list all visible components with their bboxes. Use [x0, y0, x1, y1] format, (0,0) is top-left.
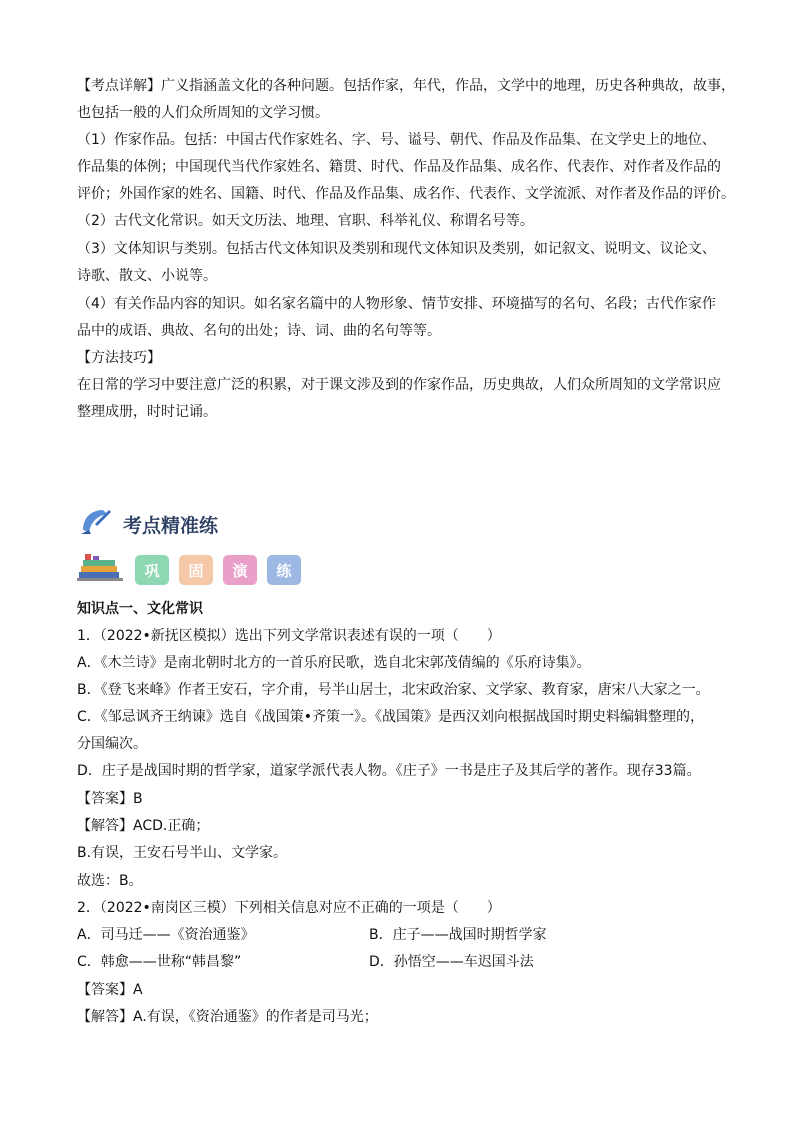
- options-row: [77, 953, 717, 971]
- section-tags: [77, 552, 311, 588]
- knowledge-point-heading: 知识点一、文化常识: [77, 601, 203, 617]
- intro-line: 评价；外国作家的姓名、国籍、时代、作品及作品集、成名作、代表作、文学流派、对作者及作品的评价。: [77, 186, 735, 202]
- books-icon: [77, 552, 127, 588]
- analysis-line: 故选：B。: [77, 873, 143, 889]
- intro-line: （1）作家作品。包括：中国古代作家姓名、字、号、谥号、朝代、作品及作品集、在文学史上的地位、: [77, 132, 716, 148]
- tag-yan: 演: [223, 555, 257, 585]
- option-c-cont: 分国编次。: [77, 736, 147, 752]
- option-c: C．《邹忌讽齐王纳谏》选自《战国策•齐策一》。《战国策》是西汉刘向根据战国时期史料编辑整理的，: [77, 709, 705, 725]
- tag-gong: 巩: [135, 555, 169, 585]
- answer: 【答案】A: [77, 982, 143, 998]
- option-a: A．《木兰诗》是南北朝时北方的一首乐府民歌，选自北宋郭茂倩编的《乐府诗集》。: [77, 655, 591, 671]
- option-d: D．庄子是战国时期的哲学家，道家学派代表人物。《庄子》一书是庄子及其后学的著作。现存33篇。: [77, 763, 701, 779]
- intro-line: 在日常的学习中要注意广泛的积累，对于课文涉及到的作家作品，历史典故，人们众所周知的文学常识应: [77, 377, 721, 393]
- intro-line: 也包括一般的人们众所周知的文学习惯。: [77, 105, 329, 121]
- analysis-line: 【解答】A.有误，《资治通鉴》的作者是司马光；: [77, 1009, 378, 1025]
- intro-line: 整理成册，时时记诵。: [77, 404, 217, 420]
- option-d: D．孙悟空——车迟国斗法: [369, 954, 534, 970]
- analysis-line: B.有误，王安石号半山、文学家。: [77, 845, 288, 861]
- pen-icon: [77, 504, 113, 544]
- section-title: 考点精准练: [123, 514, 219, 537]
- intro-line: 【考点详解】广义指涵盖文化的各种问题。包括作家，年代，作品，文学中的地理，历史各种典故，故事，: [77, 78, 735, 94]
- tag-lian: 练: [267, 555, 301, 585]
- section-header: [77, 504, 218, 544]
- question-stem: 1．（2022•新抚区模拟）选出下列文学常识表述有误的一项（ ）: [77, 628, 501, 644]
- option-a: A．司马迁——《资治通鉴》: [77, 927, 255, 943]
- tag-gu: 固: [179, 555, 213, 585]
- intro-line: 作品集的体例；中国现代当代作家姓名、籍贯、时代、作品及作品集、成名作、代表作、对作者及作品的: [77, 159, 721, 175]
- intro-line: （2）古代文化常识。如天文历法、地理、官职、科举礼仪、称谓名号等。: [77, 213, 534, 229]
- intro-line: （3）文体知识与类别。包括古代文体知识及类别和现代文体知识及类别，如记叙文、说明文、议论文、: [77, 241, 716, 257]
- answer: 【答案】B: [77, 791, 143, 807]
- options-row: [77, 926, 717, 944]
- method-heading: 【方法技巧】: [77, 350, 161, 366]
- analysis-line: 【解答】ACD.正确；: [77, 818, 210, 834]
- intro-line: （4）有关作品内容的知识。如名家名篇中的人物形象、情节安排、环境描写的名句、名段；古代作家作: [77, 296, 716, 312]
- option-c: C．韩愈——世称“韩昌黎”: [77, 954, 242, 970]
- intro-line: 品中的成语、典故、名句的出处；诗、词、曲的名句等等。: [77, 323, 441, 339]
- option-b: B．《登飞来峰》作者王安石，字介甫，号半山居士，北宋政治家、文学家、教育家，唐宋八大家之一。: [77, 682, 710, 698]
- question-stem: 2．（2022•南岗区三模）下列相关信息对应不正确的一项是（ ）: [77, 900, 501, 916]
- option-b: B．庄子——战国时期哲学家: [369, 927, 547, 943]
- intro-line: 诗歌、散文、小说等。: [77, 268, 217, 284]
